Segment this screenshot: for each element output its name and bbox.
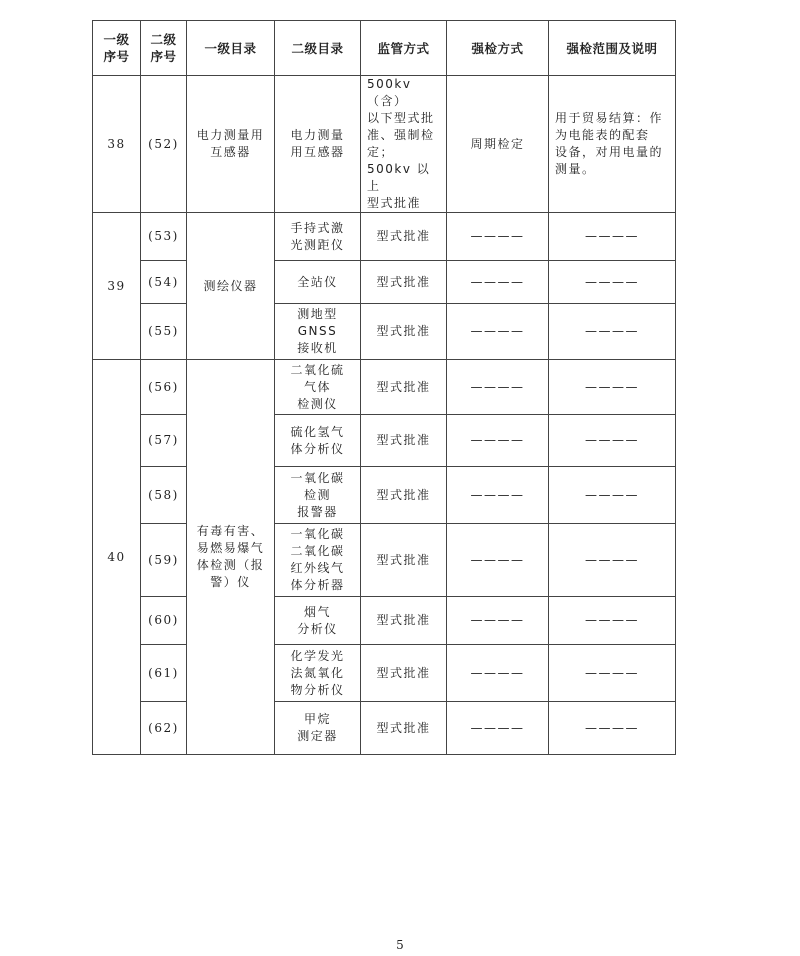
sub-number: (59) [141,524,187,597]
page-number: 5 [396,938,404,952]
inspection-scope: 用于贸易结算：作 为电能表的配套 设备，对用电量的 测量。 [549,76,676,213]
group-number: 39 [93,213,141,360]
group-number: 40 [93,360,141,755]
level2-item: 化学发光 法氮氧化 物分析仪 [275,645,361,702]
header-supervision: 监管方式 [361,21,447,76]
table-row [93,467,676,524]
supervision-method: 500kv（含） 以下型式批 准、强制检 定； 500kv 以上 型式批准 [361,76,447,213]
header-inspection: 强检方式 [447,21,549,76]
supervision-method: 型式批准 [361,597,447,645]
inspection-scope: ———— [549,645,676,702]
header-row [93,21,676,76]
inspection-method: ———— [447,524,549,597]
table-row [93,524,676,597]
inspection-method: ———— [447,597,549,645]
inspection-method: ———— [447,360,549,415]
inspection-scope: ———— [549,213,676,261]
sub-number: (57) [141,415,187,467]
inspection-method: ———— [447,213,549,261]
supervision-method: 型式批准 [361,702,447,755]
catalog-table [92,20,676,755]
supervision-method: 型式批准 [361,524,447,597]
sub-number: (62) [141,702,187,755]
header-level2-catalog: 二级目录 [275,21,361,76]
inspection-scope: ———— [549,467,676,524]
level2-item: 全站仪 [275,261,361,304]
inspection-method: ———— [447,415,549,467]
table-row [93,213,676,261]
sub-number: (54) [141,261,187,304]
level2-item: 硫化氢气 体分析仪 [275,415,361,467]
supervision-method: 型式批准 [361,467,447,524]
inspection-scope: ———— [549,261,676,304]
sub-number: (61) [141,645,187,702]
table-row [93,360,676,415]
inspection-method: 周期检定 [447,76,549,213]
sub-number: (53) [141,213,187,261]
inspection-scope: ———— [549,360,676,415]
table-row [93,597,676,645]
level2-item: 二氧化硫 气体 检测仪 [275,360,361,415]
level2-item: 甲烷 测定器 [275,702,361,755]
sub-number: (55) [141,304,187,360]
level1-category: 测绘仪器 [187,213,275,360]
table-row [93,415,676,467]
inspection-scope: ———— [549,524,676,597]
sub-number: (60) [141,597,187,645]
inspection-method: ———— [447,467,549,524]
header-level2-no: 二级 序号 [141,21,187,76]
level1-category: 有毒有害、 易燃易爆气 体检测（报 警）仪 [187,360,275,755]
level2-item: 一氧化碳 检测 报警器 [275,467,361,524]
supervision-method: 型式批准 [361,304,447,360]
inspection-scope: ———— [549,415,676,467]
level2-item: 一氧化碳 二氧化碳 红外线气 体分析器 [275,524,361,597]
inspection-scope: ———— [549,702,676,755]
supervision-method: 型式批准 [361,213,447,261]
sub-number: (58) [141,467,187,524]
header-level1-catalog: 一级目录 [187,21,275,76]
inspection-method: ———— [447,645,549,702]
supervision-method: 型式批准 [361,415,447,467]
table-row [93,261,676,304]
level2-item: 手持式激 光测距仪 [275,213,361,261]
level2-item: 烟气 分析仪 [275,597,361,645]
supervision-method: 型式批准 [361,360,447,415]
header-scope: 强检范围及说明 [549,21,676,76]
level1-category: 电力测量用 互感器 [187,76,275,213]
header-level1-no: 一级 序号 [93,21,141,76]
inspection-method: ———— [447,702,549,755]
table-row [93,645,676,702]
inspection-scope: ———— [549,304,676,360]
sub-number: (56) [141,360,187,415]
table-row [93,304,676,360]
inspection-scope: ———— [549,597,676,645]
table-row [93,76,676,213]
sub-number: (52) [141,76,187,213]
level2-item: 电力测量 用互感器 [275,76,361,213]
table-row [93,702,676,755]
supervision-method: 型式批准 [361,261,447,304]
supervision-method: 型式批准 [361,645,447,702]
inspection-method: ———— [447,304,549,360]
group-number: 38 [93,76,141,213]
level2-item: 测地型 GNSS 接收机 [275,304,361,360]
inspection-method: ———— [447,261,549,304]
